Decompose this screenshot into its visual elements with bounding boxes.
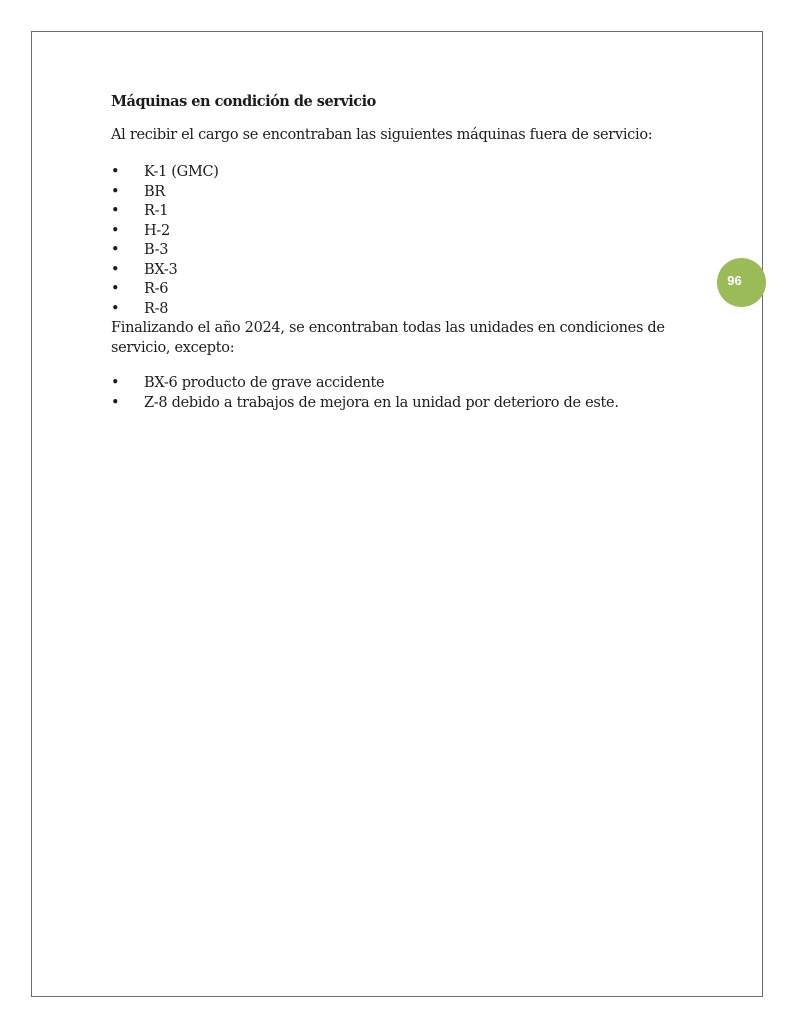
page-number-badge: 96 <box>717 258 766 307</box>
bullet-icon: • <box>111 183 120 200</box>
bullet-icon: • <box>111 203 120 219</box>
document-page <box>31 31 763 997</box>
list-item <box>111 183 671 203</box>
list-item <box>111 300 671 320</box>
page-content <box>111 92 671 413</box>
bullet-icon: • <box>111 394 120 411</box>
out-of-service-list <box>111 163 671 319</box>
exception-label: Z-8 debido a trabajos de mejora en la unidad por deterioro de este. <box>144 394 619 411</box>
machine-label: R-6 <box>144 281 169 297</box>
list-item <box>111 241 671 261</box>
bullet-icon: • <box>111 375 120 391</box>
machine-label: K-1 (GMC) <box>144 164 219 180</box>
intro-paragraph: Al recibir el cargo se encontraban las siguientes máquinas fuera de servicio: <box>111 126 653 143</box>
section-heading: Máquinas en condición de servicio <box>111 93 376 110</box>
machine-label: R-1 <box>144 203 169 219</box>
closing-paragraph: Finalizando el año 2024, se encontraban todas las unidades en condiciones de servicio, excepto: <box>111 320 665 356</box>
list-item <box>111 202 671 222</box>
bullet-icon: • <box>111 300 120 317</box>
bullet-icon: • <box>111 222 120 239</box>
list-item <box>111 222 671 242</box>
bullet-icon: • <box>111 164 120 180</box>
machine-label: BR <box>144 183 165 200</box>
machine-label: H-2 <box>144 222 170 239</box>
list-item <box>111 374 671 394</box>
bullet-icon: • <box>111 242 120 258</box>
list-item <box>111 394 671 414</box>
list-item <box>111 163 671 183</box>
list-item <box>111 280 671 300</box>
list-item <box>111 261 671 281</box>
machine-label: R-8 <box>144 300 169 317</box>
machine-label: B-3 <box>144 242 169 258</box>
machine-label: BX-3 <box>144 261 178 278</box>
exceptions-list <box>111 374 671 413</box>
bullet-icon: • <box>111 281 120 297</box>
exception-label: BX-6 producto de grave accidente <box>144 375 385 391</box>
bullet-icon: • <box>111 261 120 278</box>
